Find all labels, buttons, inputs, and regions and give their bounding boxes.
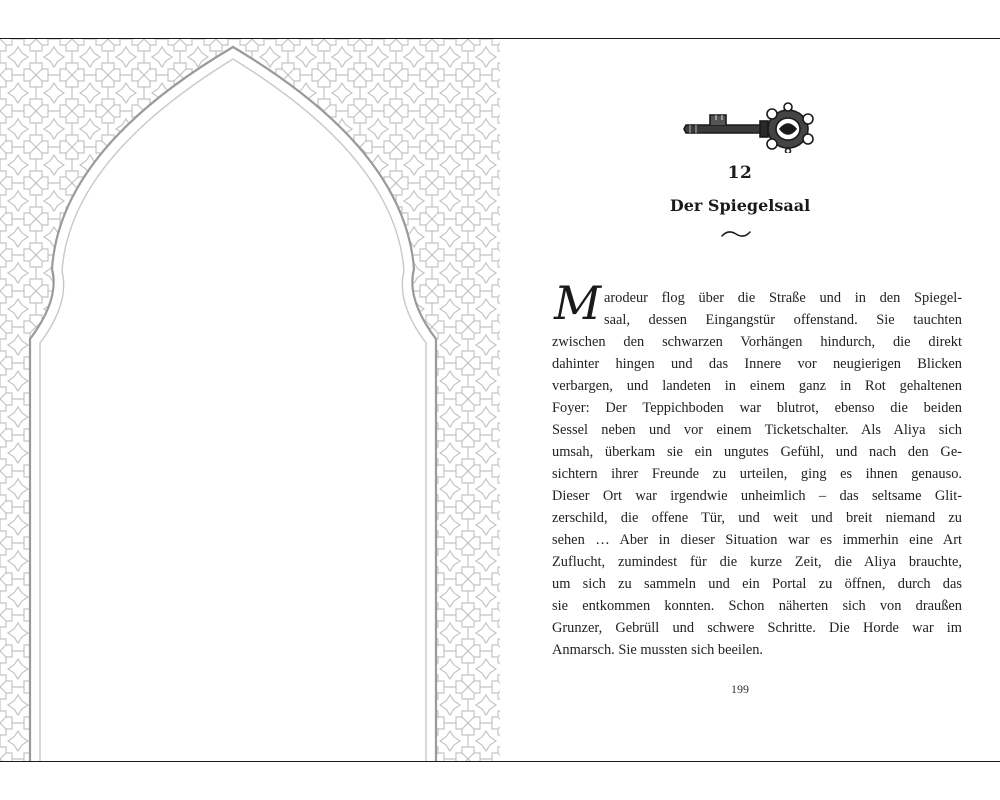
right-page [500, 39, 1000, 761]
book-spread [0, 38, 1000, 762]
key-icon [680, 101, 820, 153]
text-line: Anmarsch. Sie mussten sich beeilen. [552, 642, 764, 658]
chapter-title: Der Spiegelsaal [669, 196, 811, 215]
text-line: Dieser Ort war irgendwie unheimlich – das seltsame Glit- [552, 488, 962, 504]
drop-cap [552, 279, 604, 329]
swirl-icon [720, 227, 752, 241]
moorish-arch-pattern-icon [0, 39, 500, 761]
drop-cap-letter: M [554, 279, 602, 329]
text-line: Zuflucht, zumindest für die kurze Zeit, die Aliya brauchte, [552, 554, 962, 570]
text-line: Grunzer, Gebrüll und schwere Schritte. Die Horde war im [552, 620, 962, 636]
text-line: saal, dessen Eingangstür offenstand. Sie tauchten [604, 312, 962, 328]
text-line: verbargen, und landeten in einem ganz in Rot gehaltenen [552, 378, 962, 394]
text-line: um sich zu sammeln und ein Portal zu öffnen, durch das [552, 576, 962, 592]
text-line: zwischen den schwarzen Vorhängen hindurch, die direkt [552, 334, 962, 350]
text-line: sichtern ihrer Freunde zu urteilen, ging es ihnen genauso. [552, 466, 962, 482]
chapter-body [552, 279, 962, 661]
text-line: sie entkommen konnten. Schon näherten sich von draußen [552, 598, 962, 614]
chapter-number: 12 [727, 163, 753, 183]
left-page-illustration [0, 39, 500, 761]
text-line: zerschild, die offene Tür, und weit und breit niemand zu [552, 510, 962, 526]
text-line: sehen … Aber in dieser Situation war es immerhin eine Art [552, 532, 962, 548]
text-line: arodeur flog über die Straße und in den Spiegel- [604, 290, 962, 306]
text-line: umsah, überkam sie ein ungutes Gefühl, und nach den Ge- [552, 444, 962, 460]
text-line: Sessel neben und vor einem Ticketschalter. Als Aliya sich [552, 422, 962, 438]
text-line: Foyer: Der Teppichboden war blutrot, ebenso die beiden [552, 400, 962, 416]
page-number: 199 [731, 682, 749, 696]
text-line: dahinter hingen und das Innere vor neugierigen Blicken [552, 356, 962, 372]
